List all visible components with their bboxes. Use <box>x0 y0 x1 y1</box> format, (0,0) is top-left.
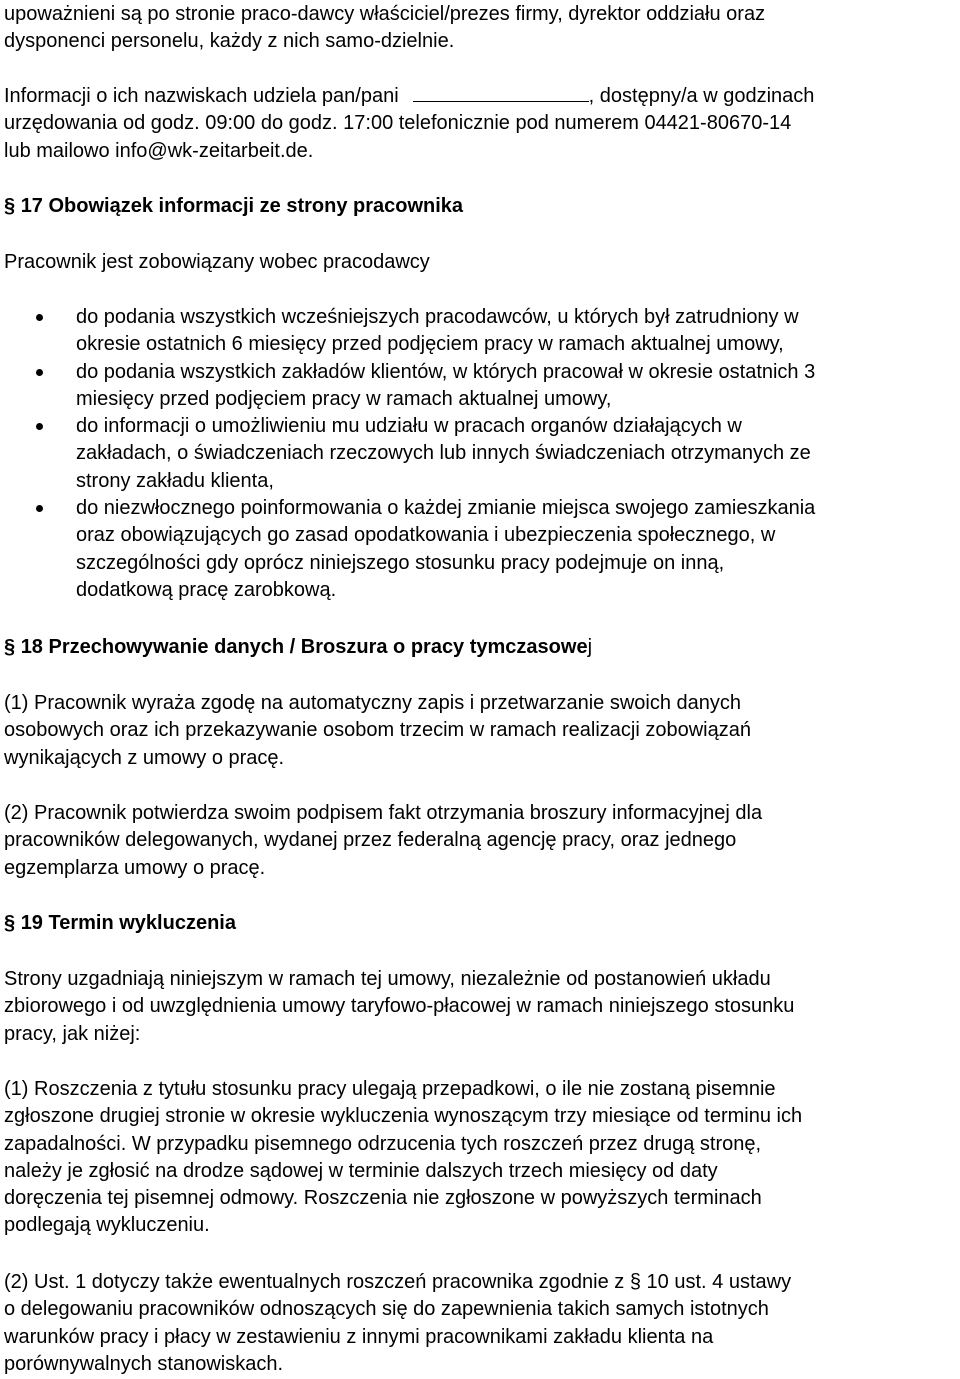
section-17-heading <box>4 193 463 220</box>
text-line: (1) Pracownik wyraża zgodę na automatyczny zapis i przetwarzanie swoich danych <box>4 692 742 714</box>
text-line: zakładach, o świadczeniach rzeczowych lub innych świadczeniach otrzymanych ze <box>76 442 811 465</box>
section-sign: § <box>629 1271 641 1293</box>
text-line <box>4 83 814 110</box>
text-line: okresie ostatnich 6 miesięcy przed podjęciem pracy w ramach aktualnej umowy, <box>76 333 784 356</box>
section-19-heading <box>4 910 236 937</box>
section-sign: § <box>4 195 16 217</box>
text-line: dodatkową pracę zarobkową. <box>76 578 337 601</box>
contact-paragraph <box>4 83 814 165</box>
text-line: egzemplarza umowy o pracę. <box>4 856 266 879</box>
text-line: dysponenci personelu, każdy z nich samo-dzielnie. <box>4 30 455 53</box>
text-line: zgłoszone drugiej stronie w okresie wykluczenia wynoszącym trzy miesiące od terminu ich <box>4 1105 803 1128</box>
section-17-title: 17 Obowiązek informacji ze strony pracownika <box>20 195 464 217</box>
text-line: urzędowania od godz. 09:00 do godz. 17:00 telefonicznie pod numerem 04421-80670-14 <box>4 112 792 135</box>
list-item <box>0 304 815 359</box>
list-item <box>0 495 815 604</box>
text-line: strony zakładu klienta, <box>76 469 274 492</box>
text-line: warunków pracy i płacy w zestawieniu z innymi pracownikami zakładu klienta na <box>4 1325 714 1348</box>
text-line: pracy, jak niżej: <box>4 1022 141 1045</box>
text-line: o delegowaniu pracowników odnoszących się do zapewnienia takich samych istotnych <box>4 1298 769 1321</box>
obligations-list <box>0 304 815 604</box>
section-19-title: 19 Termin wykluczenia <box>20 912 236 934</box>
section-18-paragraph-1 <box>4 690 751 772</box>
text-line: podlegają wykluczeniu. <box>4 1214 210 1237</box>
text-line: szczególności gdy oprócz niniejszego stosunku pracy podejmuje on inną, <box>76 551 725 574</box>
bullet-icon <box>36 423 43 430</box>
p2-text-a: (2) Ust. 1 dotyczy także ewentualnych roszczeń pracownika zgodnie z <box>4 1271 625 1293</box>
bullet-icon <box>36 505 43 512</box>
text-line <box>4 1269 791 1296</box>
section-18-title: 18 Przechowywanie danych / Broszura o pracy tymczasowe <box>20 636 588 658</box>
name-blank-field <box>413 83 589 102</box>
text-line: do niezwłocznego poinformowania o każdej zmianie miejsca swojego zamieszkania <box>76 497 816 520</box>
section-18-heading <box>4 634 592 661</box>
text-line: do podania wszystkich wcześniejszych pracodawców, u których był zatrudniony w <box>76 306 799 328</box>
section-sign: § <box>4 912 16 934</box>
list-item <box>0 359 815 414</box>
text-line: osobowych oraz ich przekazywanie osobom trzecim w ramach realizacji zobowiązań <box>4 719 751 742</box>
section-17-lead: Pracownik jest zobowiązany wobec pracodawcy <box>4 251 430 273</box>
text-line: Strony uzgadniają niniejszym w ramach tej umowy, niezależnie od postanowień układu <box>4 968 771 990</box>
text-line: do podania wszystkich zakładów klientów, w których pracował w okresie ostatnich 3 <box>76 360 816 383</box>
text-line: oraz obowiązujących go zasad opodatkowania i ubezpieczenia społecznego, w <box>76 524 776 547</box>
intro-paragraph <box>4 1 765 56</box>
text-line: pracowników delegowanych, wydanej przez federalną agencję pracy, oraz jednego <box>4 829 737 852</box>
list-item <box>0 413 815 495</box>
text-line: do informacji o umożliwieniu mu udziału w pracach organów działających w <box>76 415 742 438</box>
bullet-icon <box>36 314 43 321</box>
text-line: zapadalności. W przypadku pisemnego odrzucenia tych roszczeń przez drugą stronę, <box>4 1132 762 1155</box>
p2-text-b: 10 ust. 4 ustawy <box>646 1271 792 1293</box>
section-18-title-tail: j <box>587 636 593 658</box>
bullet-icon <box>36 369 43 376</box>
section-19-paragraph-1 <box>4 1076 802 1240</box>
section-18-paragraph-2 <box>4 800 762 882</box>
text-line: wynikających z umowy o pracę. <box>4 746 285 769</box>
text-line: zbiorowego i od uwzględnienia umowy taryfowo-płacowej w ramach niniejszego stosunku <box>4 995 795 1018</box>
text-line: (1) Roszczenia z tytułu stosunku pracy ulegają przepadkowi, o ile nie zostaną pisemnie <box>4 1078 776 1100</box>
section-sign: § <box>4 636 16 658</box>
text-line: porównywalnych stanowiskach. <box>4 1352 284 1375</box>
text-line: należy je zgłosić na drodze sądowej w terminie dalszych trzech miesięcy od daty <box>4 1159 718 1182</box>
contact-text-a: Informacji o ich nazwiskach udziela pan/pani <box>4 85 399 107</box>
text-line: miesięcy przed podjęciem pracy w ramach aktualnej umowy, <box>76 387 612 410</box>
text-line: doręczenia tej pisemnej odmowy. Roszczenia nie zgłoszone w powyższych terminach <box>4 1187 762 1210</box>
text-line: upoważnieni są po stronie praco-dawcy właściciel/prezes firmy, dyrektor oddziału oraz <box>4 3 766 25</box>
text-line: lub mailowo info@wk-zeitarbeit.de. <box>4 139 314 162</box>
section-19-paragraph-2 <box>4 1269 791 1378</box>
section-19-lead <box>4 966 794 1048</box>
contact-text-b: , dostępny/a w godzinach <box>588 85 815 107</box>
text-line: (2) Pracownik potwierdza swoim podpisem fakt otrzymania broszury informacyjnej dla <box>4 802 763 824</box>
